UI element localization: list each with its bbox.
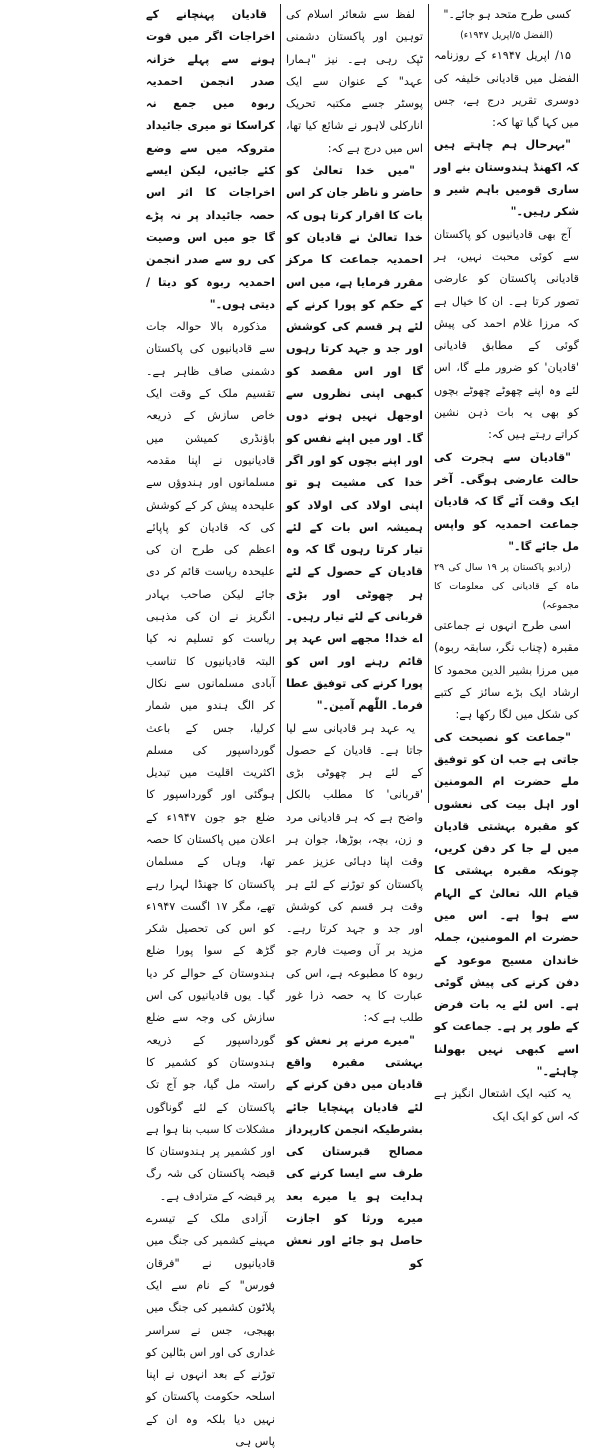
paragraph: اسی طرح انہوں نے جماعتی مقبرہ (چناب نگر، سابقہ ربوہ) میں مرزا بشیر الدین محمود کا ارشاد ایک بڑے سائز کے کتبے کی شکل میں لگا رکھا ہے: bbox=[434, 619, 579, 722]
paragraph: آج بھی قادیانیوں کو پاکستان سے کوئی محبت نہیں، ہر قادیانی پاکستان کو عارضی تصور کرتا ہے۔ ان کا خیال ہے کہ مرزا غلام احمد کی پیش گوئی کے مطابق قادیانی 'قادیان' کو ضرور ملے گا، اس لئے وہ اپنے چھوٹے چھوٹے بچوں کو بھی یہ بات ذہن نشین کراتے رہتے ہیں کہ: bbox=[434, 227, 579, 442]
paragraph: آزادی ملک کے تیسرے مہینے کشمیر کی جنگ میں قادیانیوں نے "فرقان فورس" کے نام سے ایک پلاٹون کشمیر کی جنگ میں بھیجی، جس نے سراسر غداری کی اور اس بٹالین کو توڑنے کے بعد انہوں نے اپنا اسلحہ حکومت پاکستان کو نہیں دیا بلکہ وہ ان کے پاس ہی bbox=[146, 1212, 275, 1448]
paragraph: یہ عہد ہر قادیانی سے لیا جاتا ہے۔ قادیان کے حصول کے لئے ہر چھوٹی بڑی 'قربانی' کا مطلب بالکل واضح ہے کہ ہر قادیانی مرد و زن، بچہ، بوڑھا، جوان ہر وقت اپنا دہائی عزیز عمر پاکستان کو توڑنے کے لئے ہر وقت ہر قسم کی کوشش اور جد و جہد کرتا رہے۔ مزید بر آں وصیت فارم جو ربوہ کا مطبوعہ ہے، اس کی عبارت کا یہ حصہ ذرا غور طلب ہے کہ: bbox=[286, 721, 423, 1025]
citation: (رادیو پاکستان پر ۱۹ سال کی ۲۹ ماہ کے قادیانی کی معلومات کا مجموعہ) bbox=[434, 562, 579, 612]
paragraph: کسی طرح متحد ہو جائے۔" bbox=[443, 8, 571, 21]
quote: "قادیان سے ہجرت کی حالت عارضی ہوگی۔ آخر ایک وقت آئے گا کہ قادیان جماعت احمدیہ کو واپس مل جائے گا۔" bbox=[434, 450, 579, 553]
text-column-middle-right bbox=[281, 4, 429, 1270]
quote: "بہرحال ہم چاہتے ہیں کہ اکھنڈ ہندوستان بنے اور ساری قومیں باہم شیر و شکر رہیں۔" bbox=[434, 138, 579, 219]
paragraph: ۱۵/ اپریل ۱۹۴۷ء کے روزنامہ الفضل میں قادیانی خلیفہ کی دوسری تقریر درج ہے، جس میں کہا گیا تھا کہ: bbox=[434, 49, 579, 130]
citation: (الفضل ۵/اپریل ۱۹۴۷ء) bbox=[460, 30, 553, 42]
text-column-middle-left bbox=[141, 4, 281, 1448]
quote: "جماعت کو نصیحت کی جاتی ہے جب ان کو توفیق ملے حضرت ام المومنین اور اہل بیت کی نعشوں کو مقبرہ بہشتی قادیان میں لے جا کر دفن کریں، چونکہ مقبرہ بہشتی کا قیام اللہ تعالیٰ کے الہام سے ہوا ہے۔ اس میں حضرت ام المومنین، جملہ خاندان مسیح موعود کے دفن کرنے کی پیش گوئی ہے۔ اس لئے یہ بات فرض کے طور پر ہے۔ جماعت کو اسے کبھی نہیں بھولنا چاہئے۔" bbox=[434, 730, 579, 1079]
quote: "میں خدا تعالیٰ کو حاضر و ناظر جان کر اس بات کا اقرار کرتا ہوں کہ خدا تعالیٰ نے قادیان کو احمدیہ جماعت کا مرکز مقرر فرمایا ہے، میں اس کے حکم کو پورا کرنے کے لئے ہر قسم کی کوشش اور جد و جہد کرتا رہوں گا اور اس مقصد کو کبھی اپنی نظروں سے اوجھل نہیں ہونے دوں گا۔ اور میں اپنے نفس کو اور اپنے بچوں کو اور اگر خدا کی مشیت ہو تو اپنی اولاد کی اولاد کو ہمیشہ اس بات کے لئے تیار کرتا رہوں گا کہ وہ قادیان کے حصول کے لئے ہر چھوٹی اور بڑی قربانی کے لئے تیار رہیں۔ اے خدا! مجھے اس عہد پر قائم رہنے اور اس کو پورا کرنے کی توفیق عطا فرما۔ اللّٰھم آمین۔" bbox=[286, 164, 423, 713]
quote: قادیان پہنچانے کے اخراجات اگر میں فوت ہونے سے پہلے خزانہ صدر انجمن احمدیہ ربوہ میں جمع نہ کراسکا تو میری جائیداد متروکہ میں سے وضع کئے جائیں، لیکن ایسے اخراجات کا اثر اس حصہ جائیداد پر نہ پڑے گا جو میں اس وصیت کی رو سے صدر انجمن احمدیہ ربوہ کو دیتا / دیتی ہوں۔" bbox=[146, 8, 275, 311]
paragraph: مذکورہ بالا حوالہ جات سے قادیانیوں کی پاکستان دشمنی صاف ظاہر ہے۔ تقسیم ملک کے وقت ایک خاص سازش کے ذریعہ باؤنڈری کمیشن میں قادیانیوں نے اپنا مقدمہ مسلمانوں اور ہندوؤں سے علیحدہ پیش کر کے کوشش کی کہ قادیان کو پاپائے اعظم کی طرح ان کی علیحدہ ریاست قائم کر دی جائے لیکن صاحب بہادر انگریز نے ان کی مذہبی ریاست کو تسلیم نہ کیا البتہ قادیانیوں کا تناسب آبادی مسلمانوں سے نکال کر الگ ہندو میں شمار کرلیا، جس کے باعث گورداسپور کی مسلم اکثریت اقلیت میں تبدیل ہوگئی اور گورداسپور کا ضلع جو جون ۱۹۴۷ء کے اعلان میں پاکستان کا حصہ تھا، وہاں کے مسلمان پاکستان کا جھنڈا لہرا رہے تھے، مگر ۱۷ اگست ۱۹۴۷ء کو اس کی تحصیل شکر گڑھ کے سوا پورا ضلع ہندوستان کے حوالے کر دیا گیا۔ یوں قادیانیوں کی اس سازش کی وجہ سے ضلع گورداسپور کے ذریعہ ہندوستان کو کشمیر کا راستہ مل گیا، جو آج تک پاکستان کے لئے گوناگوں مشکلات کا سبب بنا ہوا ہے اور کشمیر پر ہندوستان کا قبضہ پاکستان کی شہ رگ پر قبضہ کے مترادف ہے۔ bbox=[146, 320, 275, 1203]
paragraph: یہ کتبہ ایک اشتعال انگیز ہے کہ اس کو ایک ایک bbox=[434, 1087, 579, 1123]
paragraph: لفظ سے شعائر اسلام کی توہین اور پاکستان دشمنی ٹپک رہی ہے۔ نیز "ہمارا عہد" کے عنوان سے ایک پوسٹر جسے مکتبہ تحریک انارکلی لاہور نے شائع کیا تھا، اس میں درج ہے کہ: bbox=[286, 8, 423, 155]
text-column-right bbox=[429, 4, 584, 1123]
quote: "میرے مرنے پر نعش کو بہشتی مقبرہ واقع قادیان میں دفن کرنے کے لئے قادیان پہنچایا جائے بشرطیکہ انجمن کارپرداز مصالح قبرستان کی طرف سے ایسا کرنے کی ہدایت ہو یا میرے بعد میرے ورثا کو اجازت حاصل ہو جائے اور نعش کو bbox=[286, 1033, 423, 1270]
